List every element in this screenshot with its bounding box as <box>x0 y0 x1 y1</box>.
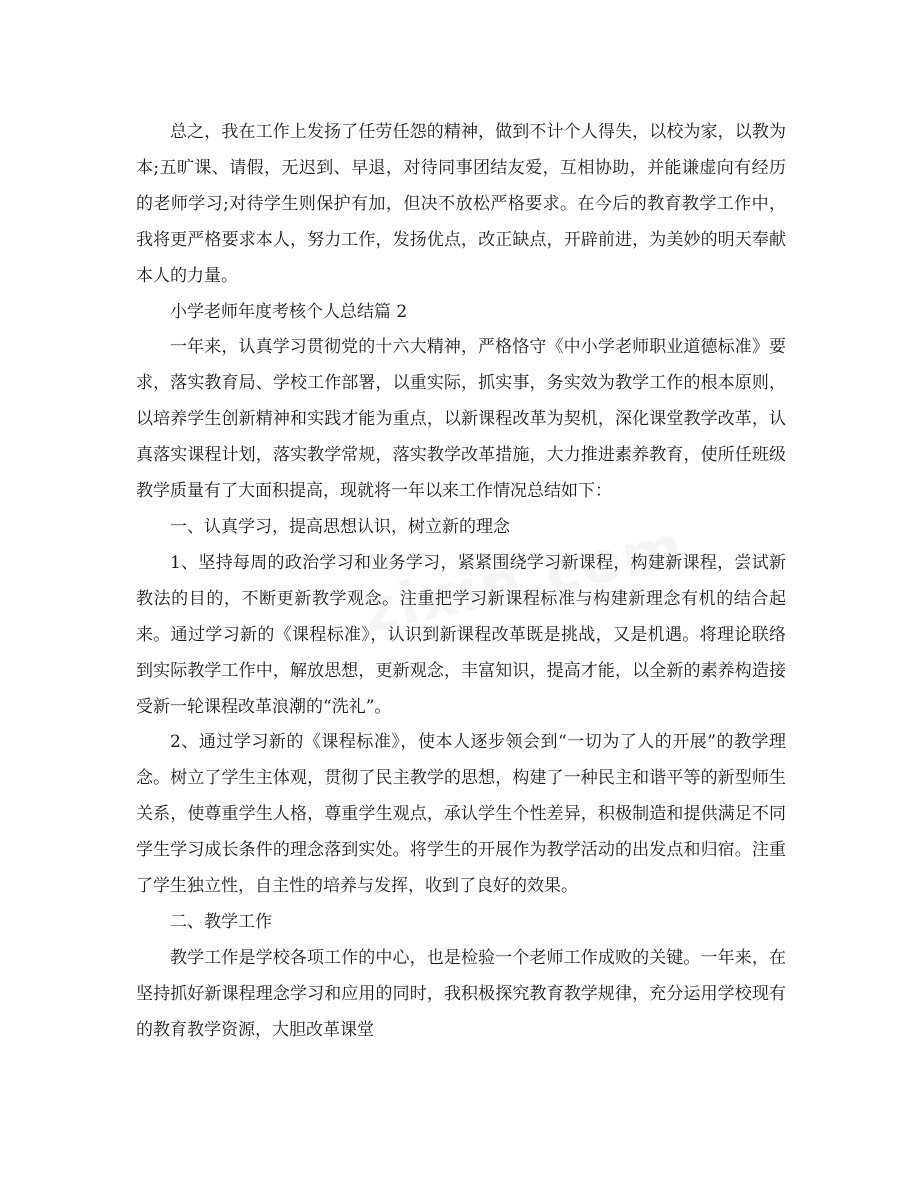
paragraph-point-1: 1、坚持每周的政治学习和业务学习，紧紧围绕学习新课程，构建新课程，尝试新教法的目的，不断更新教学观念。注重把学习新课程标准与构建新理念有机的结合起来。通过学习新的《课程标准》，认识到新课程改革既是挑战，又是机遇。将理论联络到实际教学工作中，解放思想，更新观念，丰富知识，提高才能，以全新的素养构造接受新一轮课程改革浪潮的“洗礼”。 <box>136 552 786 717</box>
section-title: 小学老师年度考核个人总结篇 2 <box>170 301 408 322</box>
paragraph-teaching: 教学工作是学校各项工作的中心，也是检验一个老师工作成败的关键。一年来，在坚持抓好新课程理念学习和应用的同时，我积极探究教育教学规律，充分运用学校现有的教育教学资源，大胆改革课堂 <box>136 947 786 1040</box>
paragraph-point-2: 2、通过学习新的《课程标准》，使本人逐步领会到“一切为了人的开展”的教学理念。树立了学生主体观，贯彻了民主教学的思想，构建了一种民主和谐平等的新型师生关系，使尊重学生人格，尊重学生观点，承认学生个性差异，积极制造和提供满足不同学生学习成长条件的理念落到实处。将学生的开展作为教学活动的出发点和归宿。注重了学生独立性，自主性的培养与发挥，收到了良好的效果。 <box>136 732 786 897</box>
paragraph-conclusion: 总之，我在工作上发扬了任劳任怨的精神，做到不计个人得失，以校为家，以教为本;五旷课、请假，无迟到、早退，对待同事团结友爱，互相协助，并能谦虚向有经历的老师学习;对待学生则保护有加，但决不放松严格要求。在今后的教育教学工作中，我将更严格要求本人，努力工作，发扬优点，改正缺点，开辟前进，为美妙的明天奉献本人的力量。 <box>136 122 786 286</box>
paragraph-intro: 一年来，认真学习贯彻党的十六大精神，严格恪守《中小学老师职业道德标准》要求，落实教育局、学校工作部署，以重实际，抓实事，务实效为教学工作的根本原则，以培养学生创新精神和实践才能为重点，以新课程改革为契机，深化课堂教学改革，认真落实课程计划，落实教学常规，落实教学改革措施，大力推进素养教育，使所任班级教学质量有了大面积提高，现就将一年以来工作情况总结如下： <box>136 337 786 502</box>
subheading-teaching: 二、教学工作 <box>170 911 272 932</box>
document-body <box>136 115 786 1049</box>
subheading-study: 一、认真学习，提高思想认识，树立新的理念 <box>170 516 510 537</box>
